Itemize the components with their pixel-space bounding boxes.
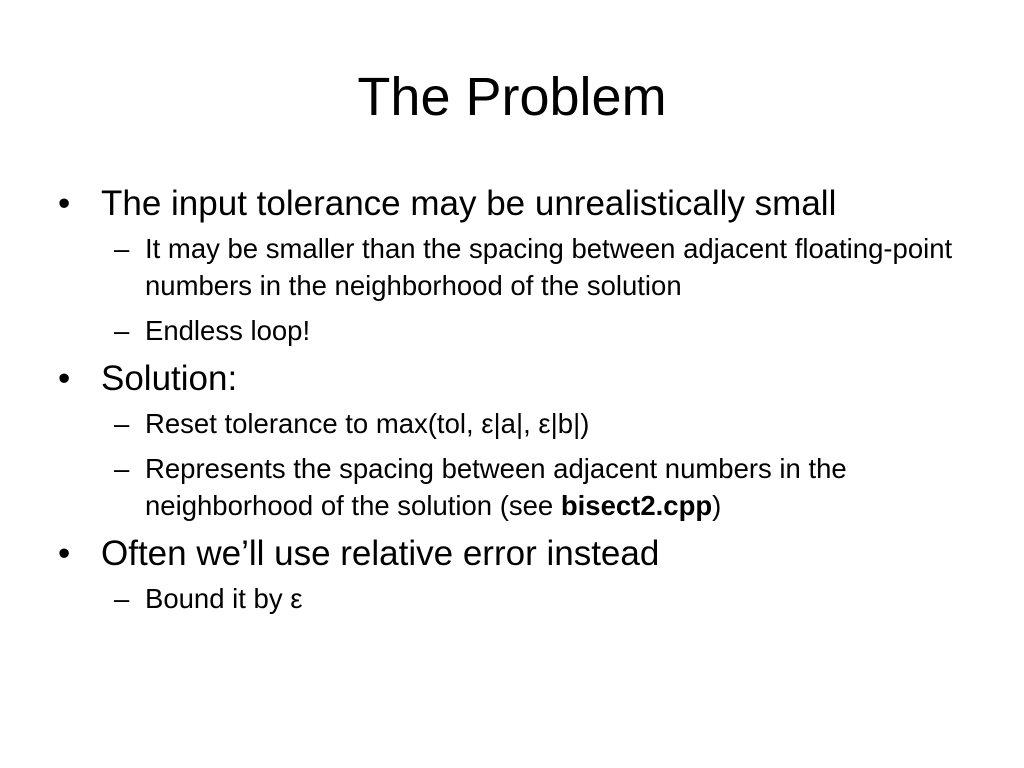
sub-bullet-item: [114, 580, 978, 617]
filename-bold: bisect2.cpp: [560, 490, 713, 521]
slide-title: The Problem: [357, 67, 667, 127]
bullet-item: [58, 530, 978, 578]
dash-icon: –: [114, 315, 130, 346]
sub-bullet-text: It may be smaller than the spacing between adjacent floating-point numbers in the neighborhood of the solution: [145, 233, 953, 301]
bullet-text: The input tolerance may be unrealistically small: [101, 184, 837, 223]
bullet-item: [58, 355, 978, 403]
slide-content: [58, 180, 978, 625]
dash-icon: –: [114, 408, 130, 439]
sub-bullet-item: [114, 450, 978, 524]
bullet-icon: •: [58, 359, 71, 398]
sub-bullet-text: [145, 453, 847, 521]
bullet-icon: •: [58, 534, 71, 573]
sub-bullet-text: Endless loop!: [145, 315, 311, 346]
sub-bullet-item: [114, 312, 978, 349]
bullet-icon: •: [58, 184, 71, 223]
bullet-text: Solution:: [101, 359, 238, 398]
sub-bullet-text: Bound it by ε: [145, 583, 303, 614]
sub-bullet-text-after: ): [712, 490, 722, 521]
sub-bullet-text-before: Represents the spacing between adjacent numbers in the neighborhood of the solution (see: [145, 453, 847, 521]
dash-icon: –: [114, 453, 130, 484]
dash-icon: –: [114, 583, 130, 614]
bullet-item: [58, 180, 978, 228]
sub-bullet-item: [114, 405, 978, 442]
sub-bullet-text: Reset tolerance to max(tol, ε|a|, ε|b|): [145, 408, 590, 439]
bullet-text: Often we’ll use relative error instead: [101, 534, 660, 573]
dash-icon: –: [114, 233, 130, 264]
sub-bullet-item: [114, 230, 978, 304]
